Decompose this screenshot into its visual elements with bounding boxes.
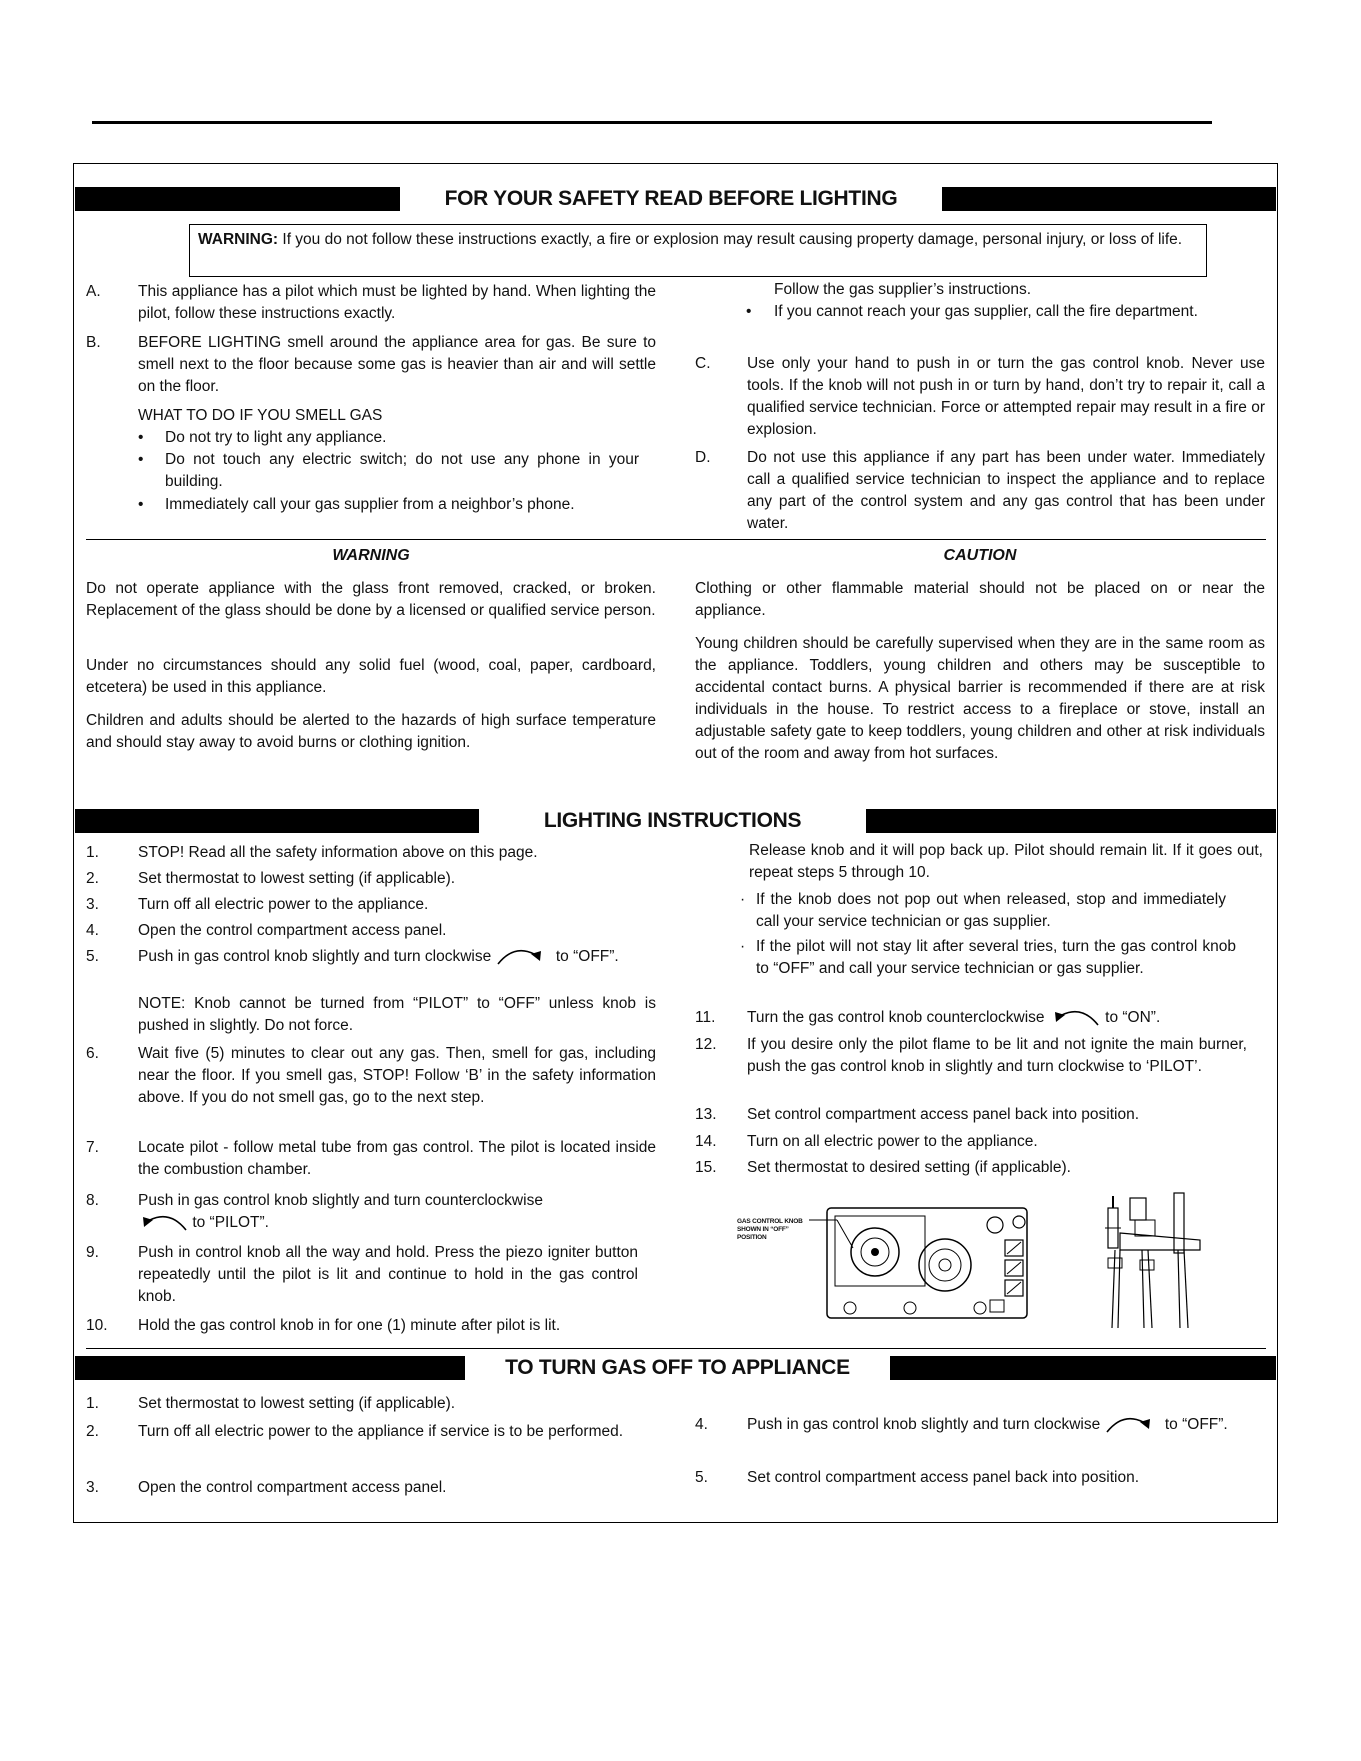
item-key: D. (695, 449, 711, 466)
gas-control-valve-illustration (735, 1190, 1035, 1325)
step-key: 8. (86, 1192, 99, 1209)
bullet-icon: · (740, 938, 746, 955)
step-text: Set thermostat to lowest setting (if applicable). (138, 870, 456, 887)
step-text: Set control compartment access panel back into position. (747, 1469, 1140, 1486)
step-text: Set thermostat to lowest setting (if applicable). (138, 1395, 456, 1412)
item-key: B. (86, 334, 101, 351)
step-text: Locate pilot - follow metal tube from gas control. The pilot is located inside the combustion chamber. (138, 1139, 656, 1178)
item-key: C. (695, 355, 711, 372)
step-text-before: Push in gas control knob slightly and turn clockwise (138, 948, 492, 966)
step-key: 12. (695, 1036, 717, 1053)
step-key: 10. (86, 1317, 108, 1334)
divider (86, 539, 1266, 540)
step-key: 2. (86, 1423, 99, 1440)
step-text: Hold the gas control knob in for one (1) minute after pilot is lit. (138, 1317, 561, 1334)
header-bar-right (890, 1356, 1276, 1380)
step-text: Set thermostat to desired setting (if applicable). (747, 1159, 1071, 1176)
step-text (747, 1007, 1265, 1029)
warning-text: If you do not follow these instructions exactly, a fire or explosion may result causing property damage, personal injury, or loss of life. (278, 231, 1183, 248)
step-text: Wait five (5) minutes to clear out any gas. Then, smell for gas, including near the floor. If you smell gas, STOP! Follow ‘B’ in the safety information above. If you do not smell gas, go to the next step. (138, 1045, 656, 1106)
bullet-text: If the pilot will not stay lit after several tries, turn the gas control knob to “OFF” and call your service technician or gas supplier. (756, 938, 1236, 977)
item-text: Use only your hand to push in or turn the gas control knob. Never use tools. If the knob will not push in or turn by hand, don’t try to repair it, call a qualified service technician. Force or attempted repair may result in a fire or explosion. (747, 355, 1265, 438)
header-bar-left (75, 187, 400, 211)
item-key: A. (86, 283, 101, 300)
counterclockwise-arrow-icon (1049, 1007, 1101, 1029)
step-text-before: Turn the gas control knob counterclockwise (747, 1009, 1045, 1027)
divider (86, 1348, 1266, 1349)
step-key: 15. (695, 1159, 717, 1176)
step-key: 7. (86, 1139, 99, 1156)
step-key: 3. (86, 1479, 99, 1496)
step-text-after: to “OFF”. (1164, 1416, 1228, 1434)
bullet-icon: • (138, 451, 144, 468)
safety-title: FOR YOUR SAFETY READ BEFORE LIGHTING (444, 187, 898, 210)
note-text: NOTE: Knob cannot be turned from “PILOT” to “OFF” unless knob is pushed in slightly. Do not force. (138, 995, 656, 1034)
caution-paragraph: Young children should be carefully supervised when they are in the same room as the appliance. Toddlers, young children and others may be susceptible to accidental contact burns. A physical barrier is recommended if there are at risk individuals in the house. To restrict access to a fireplace or stove, install an adjustable safety gate to keep toddlers, young children and other at risk individuals out of the room and away from hot surfaces. (695, 635, 1265, 762)
step-key: 1. (86, 844, 99, 861)
bullet-text: If you cannot reach your gas supplier, call the fire department. (774, 303, 1198, 320)
step-text-after: to “OFF”. (555, 948, 619, 966)
step-key: 4. (86, 922, 99, 939)
lighting-title: LIGHTING INSTRUCTIONS (543, 809, 802, 832)
warning-paragraph: Do not operate appliance with the glass front removed, cracked, or broken. Replacement of the glass should be done by a licensed or qualified service person. (86, 580, 656, 619)
gas-control-diagram-label: GAS CONTROL KNOB SHOWN IN “OFF” POSITION (737, 1218, 803, 1241)
step-text: Push in control knob all the way and hold. Press the piezo igniter button repeatedly until the pilot is lit and continue to hold in the gas control knob. (138, 1244, 638, 1305)
step-text: Turn off all electric power to the appliance if service is to be performed. (138, 1423, 624, 1440)
warning-label: WARNING: (198, 231, 279, 248)
item-text: This appliance has a pilot which must be lighted by hand. When lighting the pilot, follow these instructions exactly. (138, 283, 656, 322)
step-text: If you desire only the pilot flame to be lit and not ignite the main burner, push the gas control knob in slightly and turn clockwise to ‘PILOT’. (747, 1036, 1247, 1075)
step-text (138, 946, 656, 968)
item-text: BEFORE LIGHTING smell around the appliance area for gas. Be sure to smell next to the floor because some gas is heavier than air and will settle on the floor. (138, 334, 656, 395)
clockwise-arrow-icon (1105, 1414, 1161, 1436)
bullet-text: If the knob does not pop out when released, stop and immediately call your service technician or gas supplier. (756, 891, 1226, 930)
bullet-text: Immediately call your gas supplier from a neighbor’s phone. (165, 496, 575, 513)
warning-box (189, 224, 1207, 277)
step-text: Open the control compartment access panel. (138, 922, 447, 939)
warning-paragraph: Children and adults should be alerted to the hazards of high surface temperature and should stay away to avoid burns or clothing ignition. (86, 712, 656, 751)
counterclockwise-arrow-icon (138, 1212, 188, 1234)
caution-heading: CAUTION (943, 547, 1017, 564)
bullet-icon: • (138, 429, 144, 446)
header-bar-right (866, 809, 1276, 833)
header-bar-left (75, 809, 479, 833)
step-key: 2. (86, 870, 99, 887)
step-text-after: to “ON”. (1105, 1009, 1161, 1027)
step-key: 14. (695, 1133, 717, 1150)
step-key: 3. (86, 896, 99, 913)
step-key: 4. (695, 1416, 708, 1433)
step-text: Set control compartment access panel back into position. (747, 1106, 1140, 1123)
top-rule (92, 121, 1212, 124)
step-text: STOP! Read all the safety information above on this page. (138, 844, 538, 861)
header-bar-left (75, 1356, 465, 1380)
step-text: Turn on all electric power to the appliance. (747, 1133, 1038, 1150)
step-text: Open the control compartment access panel. (138, 1479, 447, 1496)
release-knob-text: Release knob and it will pop back up. Pilot should remain lit. If it goes out, repeat steps 5 through 10. (749, 842, 1263, 881)
bullet-text: Do not try to light any appliance. (165, 429, 387, 446)
bullet-icon: • (746, 303, 752, 320)
step-key: 6. (86, 1045, 99, 1062)
step-key: 11. (695, 1009, 716, 1026)
step-text-before: Push in gas control knob slightly and turn clockwise (747, 1416, 1101, 1434)
gas-supplier-continuation: Follow the gas supplier’s instructions. (774, 281, 1032, 298)
step-key: 5. (86, 948, 99, 965)
warning-heading: WARNING (332, 547, 410, 564)
pilot-assembly-illustration (1100, 1188, 1220, 1333)
step-text-after: to “PILOT”. (192, 1214, 269, 1232)
gas-off-title: TO TURN GAS OFF TO APPLIANCE (505, 1356, 850, 1379)
header-bar-right (942, 187, 1276, 211)
smell-gas-heading: WHAT TO DO IF YOU SMELL GAS (138, 407, 383, 424)
step-key: 1. (86, 1395, 99, 1412)
bullet-icon: · (740, 891, 746, 908)
step-text: Turn off all electric power to the appliance. (138, 896, 429, 913)
warning-paragraph: Under no circumstances should any solid fuel (wood, coal, paper, cardboard, etcetera) be used in this appliance. (86, 657, 656, 696)
step-key: 13. (695, 1106, 717, 1123)
step-text (747, 1414, 1265, 1436)
step-key: 9. (86, 1244, 99, 1261)
caution-paragraph: Clothing or other flammable material should not be placed on or near the appliance. (695, 580, 1265, 619)
step-text-before: Push in gas control knob slightly and turn counterclockwise (138, 1192, 543, 1209)
item-text: Do not use this appliance if any part has been under water. Immediately call a qualified service technician to inspect the appliance and to replace any part of the control system and any gas control that has been under water. (747, 449, 1265, 532)
step-key: 5. (695, 1469, 708, 1486)
bullet-text: Do not touch any electric switch; do not use any phone in your building. (165, 451, 639, 490)
step-text (138, 1190, 656, 1234)
bullet-icon: • (138, 496, 144, 513)
clockwise-arrow-icon (496, 946, 552, 968)
